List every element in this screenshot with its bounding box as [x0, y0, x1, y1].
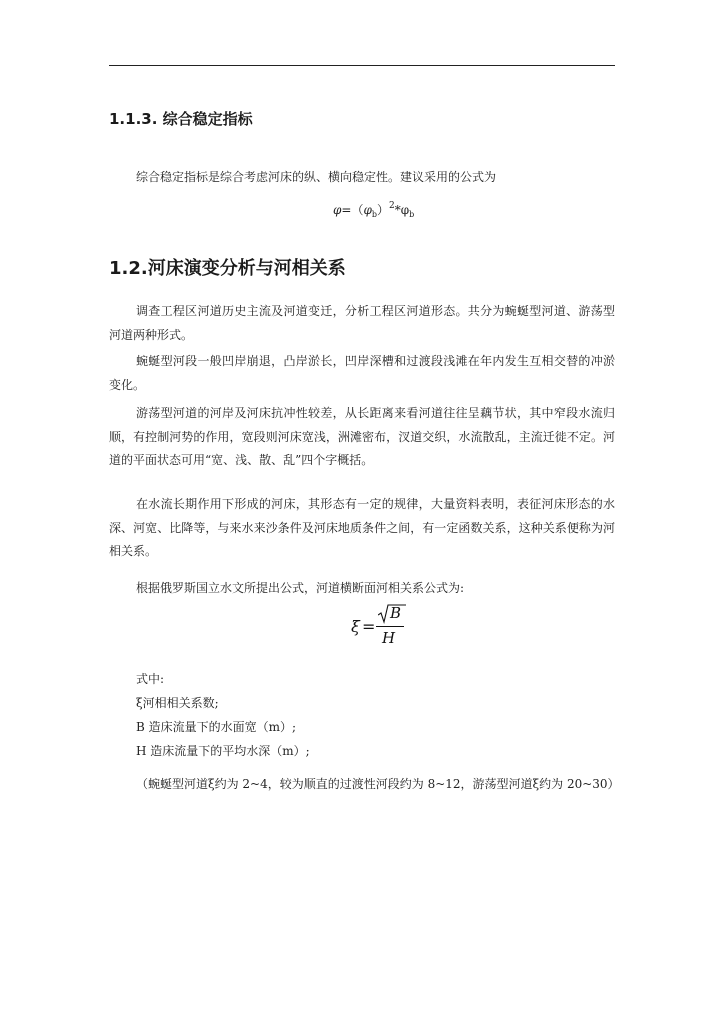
hydraulic-geometry-formula	[351, 602, 421, 650]
formula-lparen: （	[351, 203, 364, 217]
paragraph-formula-intro: 根据俄罗斯国立水文所提出公式，河道横断面河相关系公式为:	[136, 581, 465, 595]
section-heading-1-2: 1.2.河床演变分析与河相关系	[109, 258, 346, 279]
formula-xi: ξ	[351, 617, 360, 636]
paragraph-hydraulic-geometry: 在水流长期作用下形成的河床，其形态有一定的规律，大量资料表明，表征河床形态的水深、河宽、比降等，与来水来沙条件及河床地质条件之间，有一定函数关系，这种关系便称为河相关系。	[109, 497, 615, 558]
paragraph-braided: 游荡型河道的河岸及河床抗冲性较差，从长距离来看河道往往呈藕节状，其中窄段水流归顺，有控制河势的作用，宽段则河床宽浅，洲滩密布，汊道交织，水流散乱，主流迁徙不定。河道的平面状态可用“宽、浅、散、乱”四个字概括。	[109, 406, 615, 467]
stability-formula	[333, 197, 414, 224]
definitions-intro: 式中:	[136, 672, 165, 686]
note-xi-ranges: （蜿蜒型河道ξ约为 2~4，较为顺直的过渡性河段约为 8~12，游荡型河道ξ约为 20~30）	[136, 777, 620, 791]
section-heading-1-1-3: 1.1.3. 综合稳定指标	[109, 110, 253, 128]
definition-xi: ξ河相相关系数;	[136, 696, 219, 710]
formula-sub-b: b	[371, 210, 378, 219]
formula-b: B	[390, 604, 402, 622]
paragraph-meandering: 蜿蜒型河段一般凹岸崩退，凸岸淤长，凹岸深槽和过渡段浅滩在年内发生互相交替的冲淤变化。	[109, 354, 615, 392]
formula-eq: =	[341, 203, 352, 217]
header-rule	[109, 65, 615, 66]
fraction-bar	[376, 626, 404, 627]
paragraph-river-survey: 调查工程区河道历史主流及河道变迁，分析工程区河道形态。共分为蜿蜒型河道、游荡型河道两种形式。	[109, 304, 615, 342]
formula-h: H	[382, 629, 396, 647]
formula-phi-b: φ	[363, 203, 372, 217]
formula-equals: =	[362, 617, 376, 636]
formula-times: *φ	[394, 203, 410, 217]
formula-rparen: ）	[377, 203, 390, 217]
formula-fraction	[376, 602, 404, 650]
formula-exponent: 2	[389, 201, 395, 211]
stability-index-text: 综合稳定指标是综合考虑河床的纵、横向稳定性。建议采用的公式为	[136, 170, 497, 184]
formula-numerator	[378, 602, 404, 622]
definition-h: H 造床流量下的平均水深（m）;	[136, 744, 310, 758]
definition-b: B 造床流量下的水面宽（m）;	[136, 720, 297, 734]
formula-phi: φ	[333, 203, 342, 217]
formula-times-sub: b	[409, 210, 415, 219]
